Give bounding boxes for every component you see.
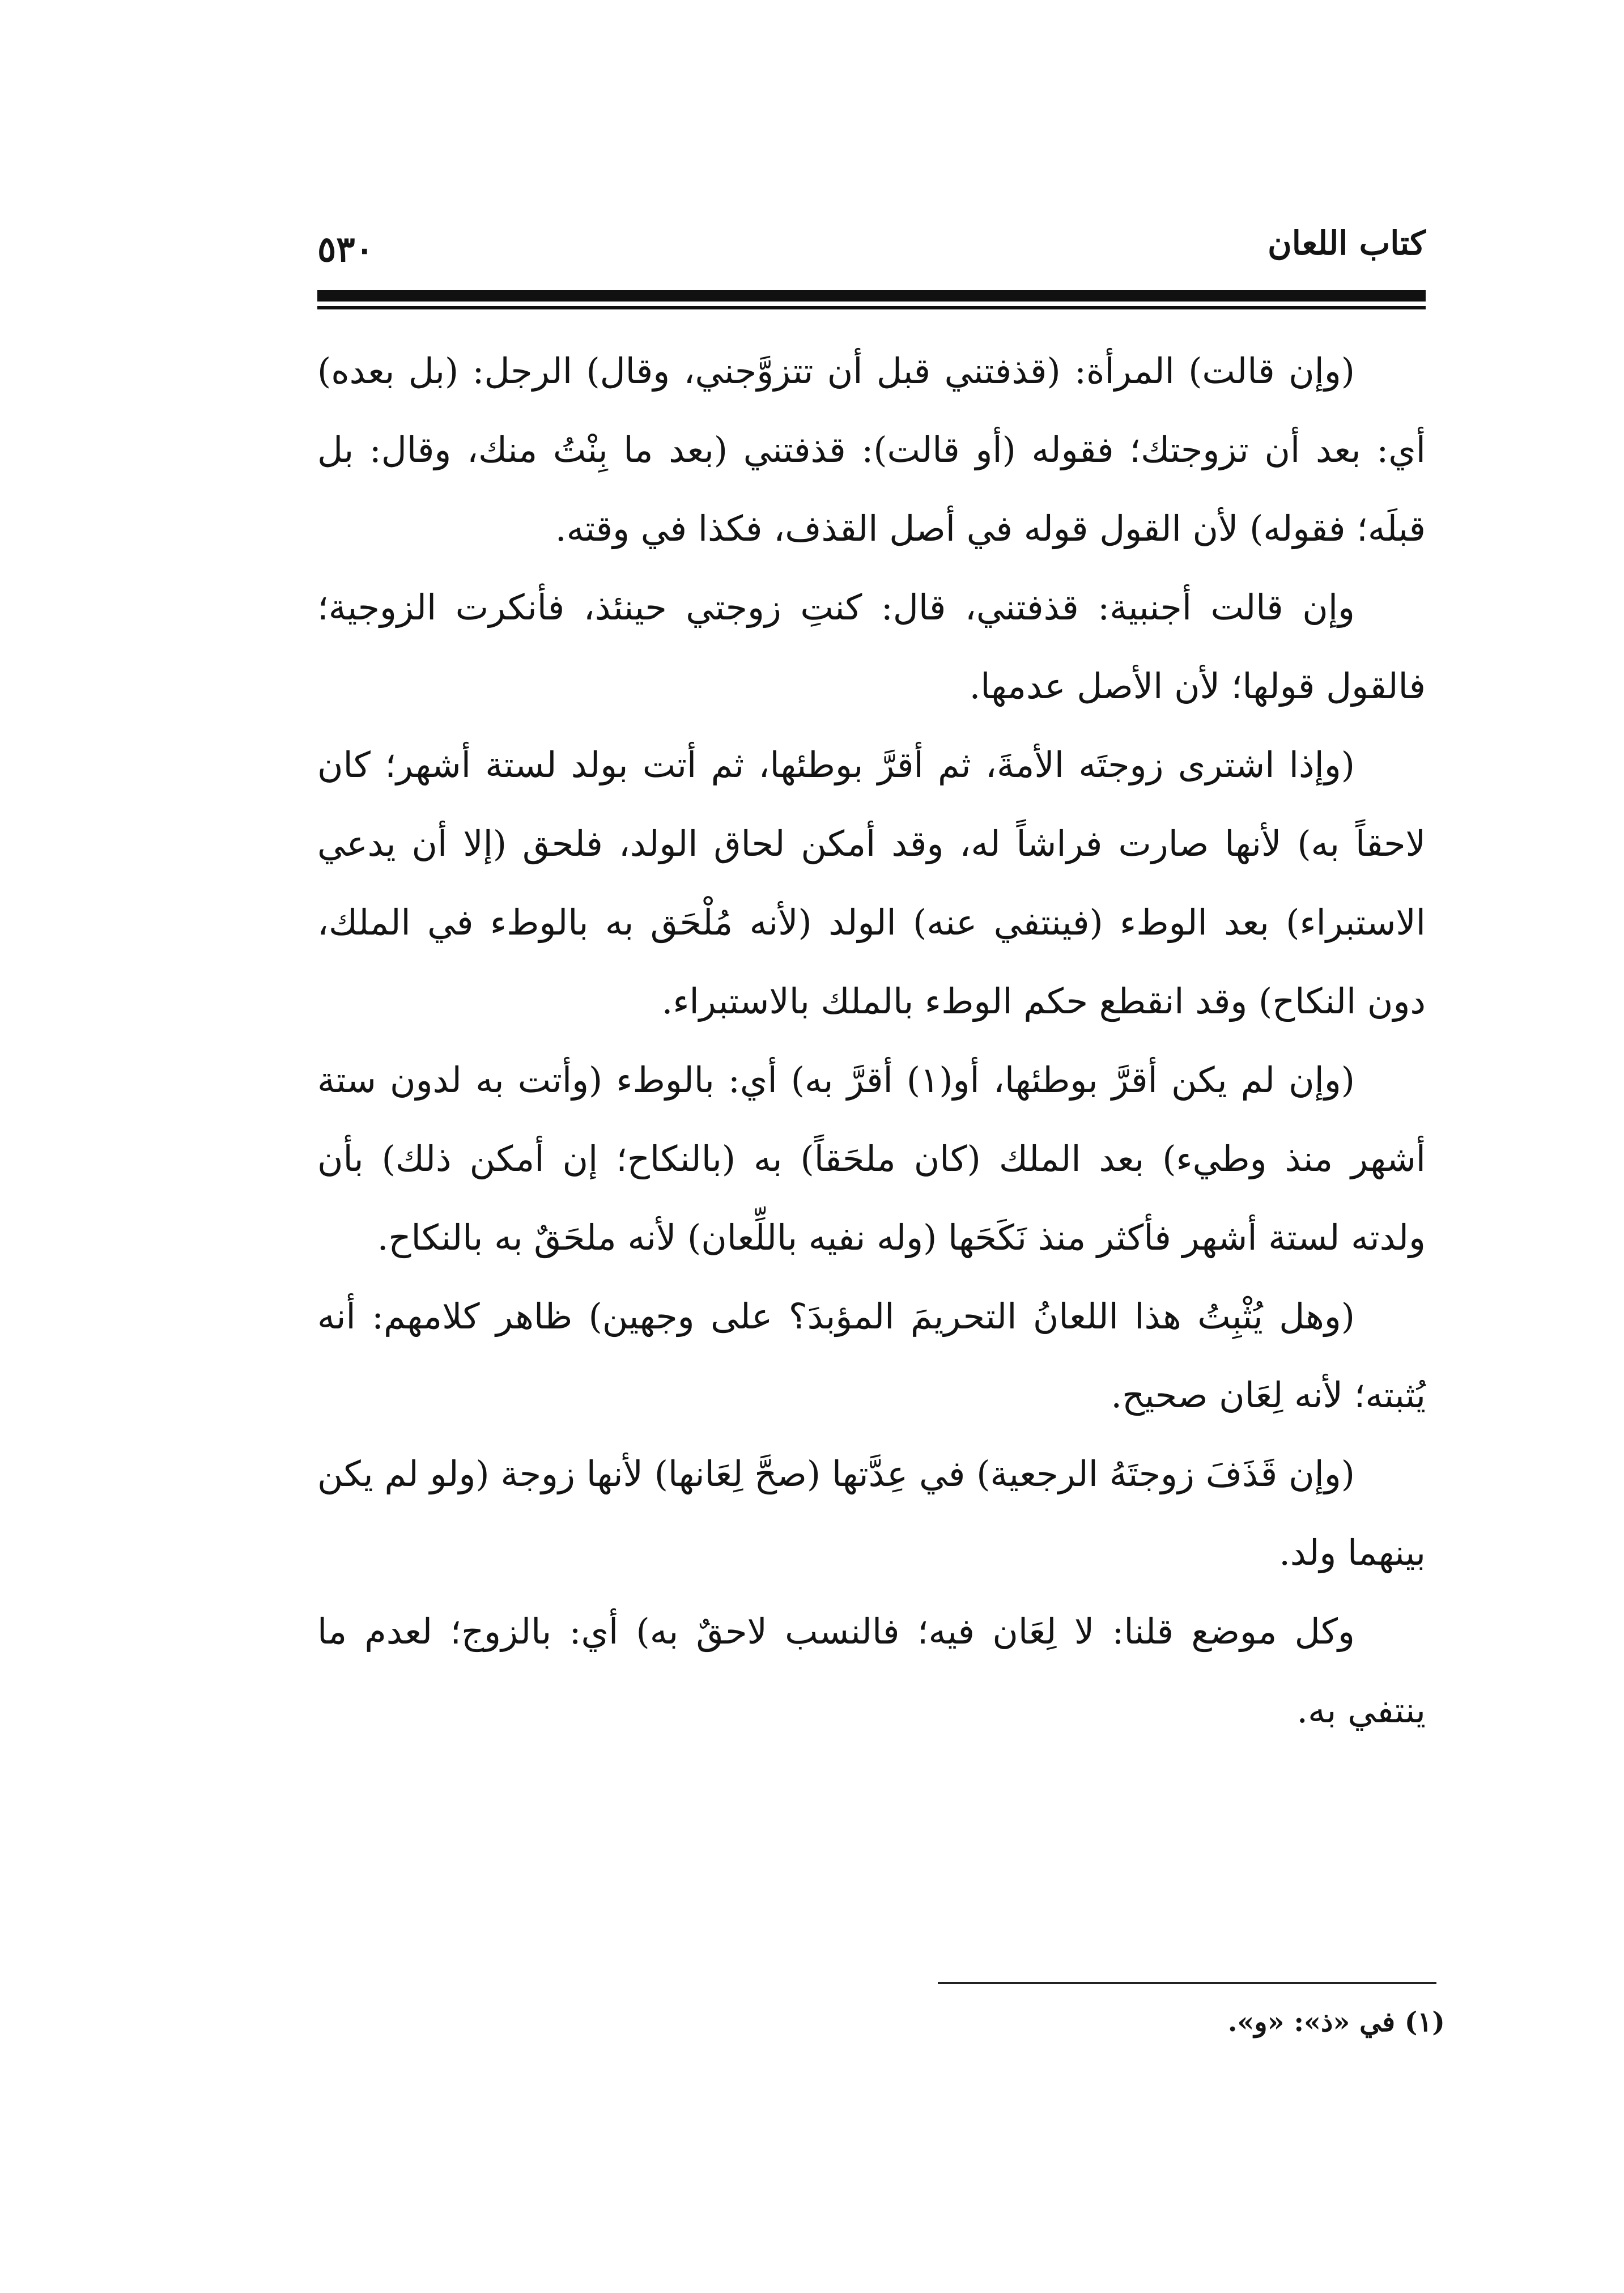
paragraph-1: (وإن قالت) المرأة: (قذفتني قبل أن تتزوَّجني، وقال) الرجل: (بل بعده) أي: بعد أن تزوجتك؛ فقوله (أو قالت): قذفتني (بعد ما بِنْتُ منك، وقال: بل قبلَه؛ فقوله) لأن القول قوله في أصل القذف، فكذا في وقته. — [317, 350, 1426, 549]
paragraph-4: (وإن لم يكن أقرَّ بوطئها، أو(١) أقرَّ به) أي: بالوطء (وأتت به لدون ستة أشهر منذ وطيء) بعد الملك (كان ملحَقاً) به (بالنكاح؛ إن أمكن ذلك) بأن ولدته لستة أشهر فأكثر منذ نَكَحَها (وله نفيه باللِّعان) لأنه ملحَقٌ به بالنكاح. — [317, 1059, 1426, 1258]
running-title: كتاب اللعان — [1268, 224, 1426, 262]
paragraph-7: وكل موضع قلنا: لا لِعَان فيه؛ فالنسب لاحقٌ به) أي: بالزوج؛ لعدم ما ينتفي به. — [317, 1611, 1426, 1731]
footnote-1: (١) في «ذ»: «و». — [1227, 2006, 1445, 2038]
header-rule-thin — [317, 306, 1426, 309]
paragraph-3: (وإذا اشترى زوجتَه الأمةَ، ثم أقرَّ بوطئها، ثم أتت بولد لستة أشهر؛ كان لاحقاً به) لأنها صارت فراشاً له، وقد أمكن لحاق الولد، فلحق (إلا أن يدعي الاستبراء) بعد الوطء (فينتفي عنه) الولد (لأنه مُلْحَق به بالوطء في الملك، دون النكاح) وقد انقطع حكم الوطء بالملك بالاستبراء. — [317, 744, 1426, 1022]
paragraph-5: (وهل يُثْبِتُ هذا اللعانُ التحريمَ المؤبدَ؟ على وجهين) ظاهر كلامهم: أنه يُثبته؛ لأنه لِعَان صحيح. — [317, 1296, 1426, 1416]
header-rule-thick — [317, 290, 1426, 302]
page-number: ٥٣٠ — [317, 228, 374, 270]
footnote-separator — [938, 1982, 1436, 1984]
page-header — [317, 224, 1426, 286]
paragraph-6: (وإن قَذَفَ زوجتَهُ الرجعية) في عِدَّتها (صحَّ لِعَانها) لأنها زوجة (ولو لم يكن بينهما ولد. — [317, 1453, 1426, 1573]
body-text — [317, 332, 1426, 1750]
paragraph-2: وإن قالت أجنبية: قذفتني، قال: كنتِ زوجتي حينئذ، فأنكرت الزوجية؛ فالقول قولها؛ لأن الأصل عدمها. — [317, 587, 1426, 707]
